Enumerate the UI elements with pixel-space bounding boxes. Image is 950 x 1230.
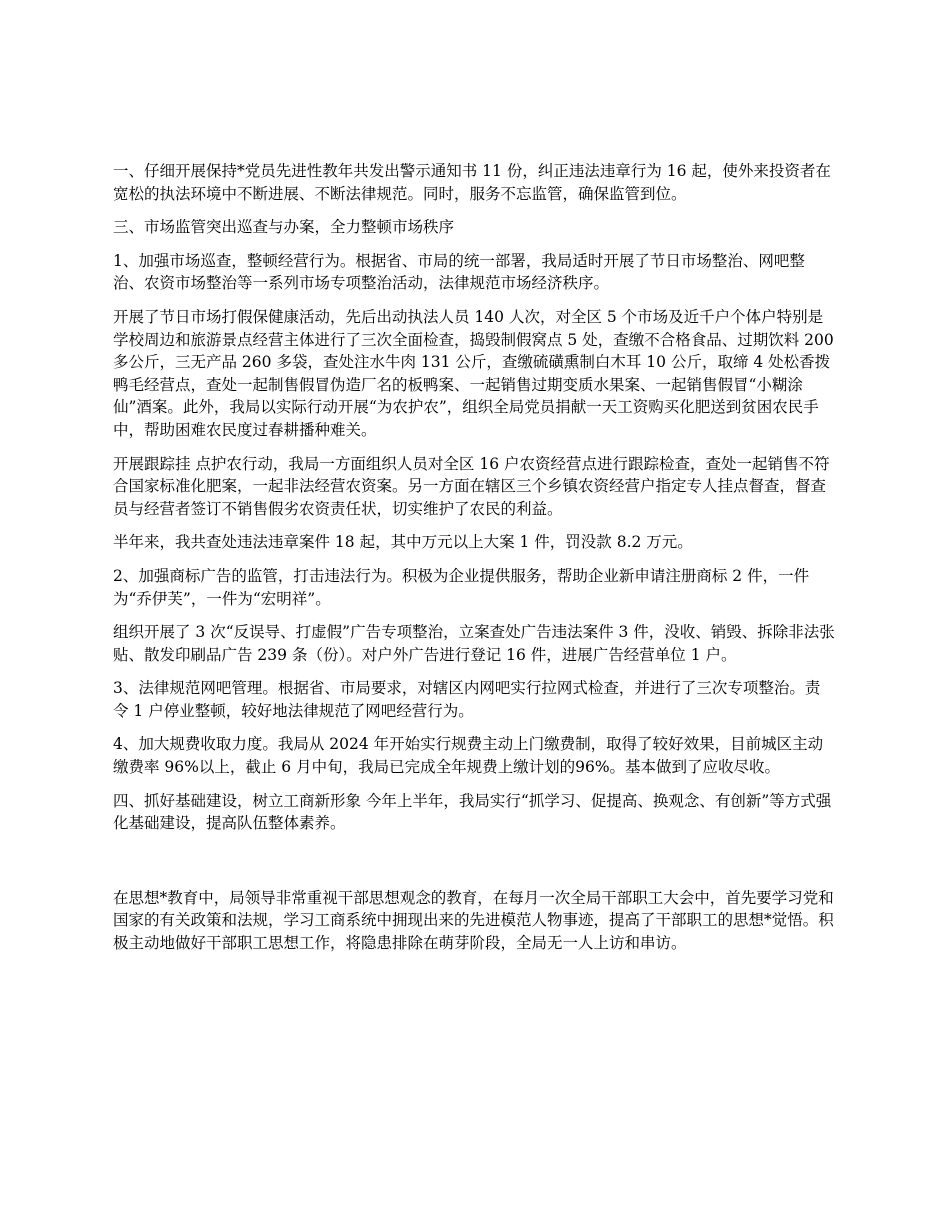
section-heading-3: 三、市场监管突出巡查与办案，全力整顿市场秩序	[113, 218, 455, 237]
paragraph-internet-cafe: 3、法律规范网吧管理。根据省、市局要求，对辖区内网吧实行拉网式检查，并进行了三次专项整治。责令 1 户停业整顿，较好地法律规范了网吧经营行为。	[113, 679, 821, 720]
paragraph-trademark: 2、加强商标广告的监管，打击违法行为。积极为企业提供服务，帮助企业新申请注册商标 2 件，一件为“乔伊芙”，一件为“宏明祥”。	[113, 566, 810, 608]
paragraph-advertising: 组织开展了 3 次“反误导、打虚假”广告专项整治，立案查处广告违法案件 3 件，没收、销毁、拆除非法张贴、散发印刷品广告 239 条（份）。对户外广告进行登记 16 件，进展广告经营单位 1 户。	[113, 623, 835, 664]
paragraph-holiday-campaign: 开展了节日市场打假保健康活动，先后出动执法人员 140 人次，对全区 5 个市场及近千户个体户特别是学校周边和旅游景点经营主体进行了三次全面检查，捣毁制假窝点 5 处，查缴不合格食品、过期饮料 200 多公斤，三无产品 260 多袋，查处注水牛肉 131 公斤，查缴硫磺熏制白木耳 10 公斤，取缔 4 处松香拨鸭毛经营点，查处一起制售假冒伪造厂名的板鸭案、一起销售过期变质水果案、一起销售假冒“小糊涂仙”酒案。此外，我局以实际行动开展“为农护农”，组织全局党员捐献一天工资购买化肥送到贫困农民手中，帮助困难农民度过春耕播种难关。	[113, 307, 834, 439]
document-body	[113, 160, 835, 966]
paragraph-market-inspection: 1、加强市场巡查，整顿经营行为。根据省、市局的统一部署，我局适时开展了节日市场整治、网吧整治、农资市场整治等一系列市场专项整治活动，法律规范市场经济秩序。	[113, 251, 805, 293]
paragraph-agri-protection: 开展跟踪挂 点护农行动，我局一方面组织人员对全区 16 户农资经营点进行跟踪检查，查处一起销售不符合国家标准化肥案，一起非法经营农资案。另一方面在辖区三个乡镇农资经营户指定专人挂点督查，督查员与经营者签订不销售假劣农资责任状，切实维护了农民的利益。	[113, 454, 830, 518]
paragraph-half-year-summary: 半年来，我共查处违法违章案件 18 起，其中万元以上大案 1 件，罚没款 8.2 万元。	[113, 533, 693, 552]
paragraph-ideology-education: 在思想*教育中，局领导非常重视干部思想观念的教育，在每月一次全局干部职工大会中，首先要学习党和国家的有关政策和法规，学习工商系统中拥现出来的先进模范人物事迹，提高了干部职工的思想*觉悟。积极主动地做好干部职工思想工作，将隐患排除在萌芽阶段，全局无一人上访和串访。	[113, 888, 834, 953]
paragraph-fees: 4、加大规费收取力度。我局从 2024 年开始实行规费主动上门缴费制，取得了较好效果，目前城区主动缴费率 96%以上，截止 6 月中旬，我局已完成全年规费上缴计划的96%。基本做到了应收尽收。	[113, 735, 824, 777]
section-heading-4: 四、抓好基础建设，树立工商新形象 今年上半年，我局实行“抓学习、促提高、换观念、有创新”等方式强化基础建设，提高队伍整体素养。	[113, 791, 832, 833]
paragraph-1: 一、仔细开展保持*党员先进性教年共发出警示通知书 11 份，纠正违法违章行为 16 起，使外来投资者在宽松的执法环境中不断进展、不断法律规范。同时，服务不忘监管，确保监管到位。	[113, 162, 831, 203]
